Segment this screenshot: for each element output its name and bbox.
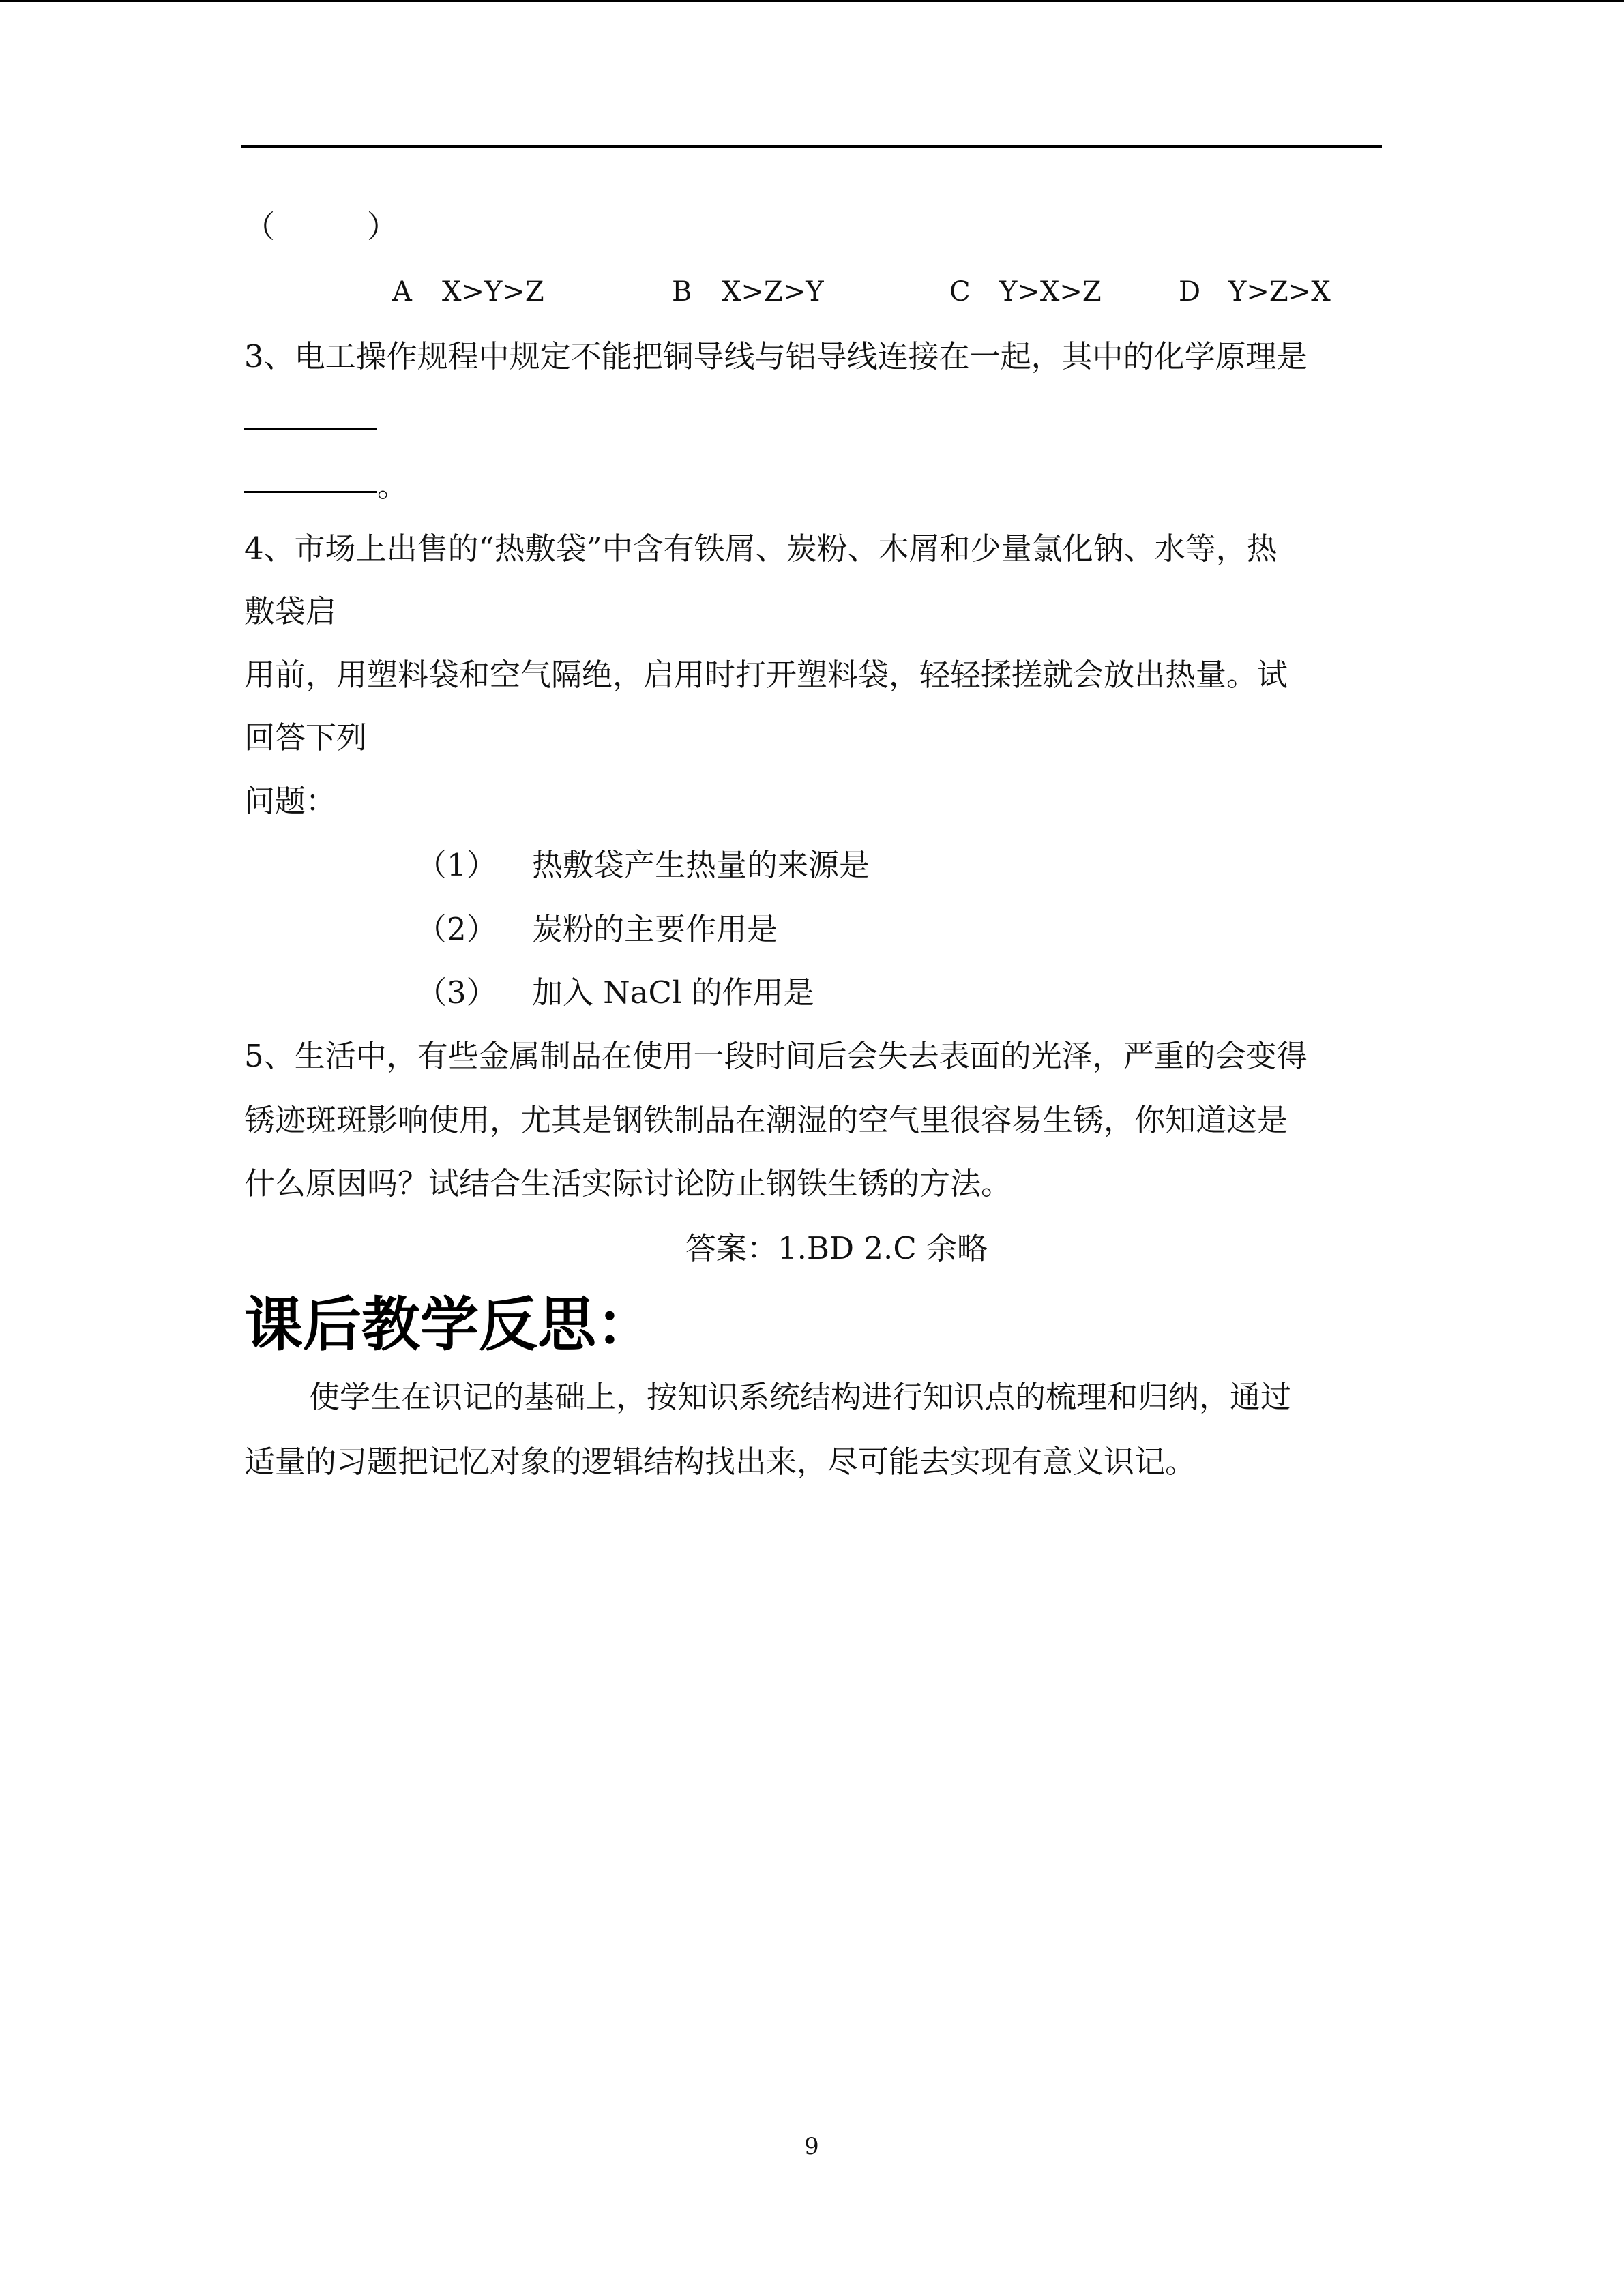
question3-answer-blank-1: [244, 428, 377, 430]
option-d-text: Y>Z>X: [1228, 276, 1331, 308]
question4-line-1: 4、市场上出售的“热敷袋”中含有铁屑、炭粉、木屑和少量氯化钠、水等，热: [244, 531, 1278, 567]
option-c-letter: C: [949, 276, 971, 308]
sub-question-3-text: 加入 NaCl 的作用是: [532, 974, 814, 1011]
reflection-heading: 课后教学反思：: [244, 1291, 655, 1359]
question3-answer-blank-2: [244, 491, 377, 493]
question2-bracket: （ ）: [244, 209, 398, 245]
sub-question-2-text: 炭粉的主要作用是: [532, 911, 778, 947]
sub-question-3-label: （3）: [416, 974, 497, 1011]
option-b-letter: B: [672, 276, 692, 308]
page-number: 9: [804, 2133, 819, 2160]
question4-line-5: 问题：: [244, 783, 337, 819]
question3-text: 3、电工操作规程中规定不能把铜导线与铝导线连接在一起，其中的化学原理是: [244, 338, 1308, 374]
question5-line-3: 什么原因吗？试结合生活实际讨论防止钢铁生锈的方法。: [244, 1165, 1012, 1202]
answer-key: 答案：1.BD 2.C 余略: [685, 1230, 988, 1266]
question5-line-1: 5、生活中，有些金属制品在使用一段时间后会失去表面的光泽，严重的会变得: [244, 1038, 1308, 1074]
reflection-line-1: 使学生在识记的基础上，按知识系统结构进行知识点的梳理和归纳，通过: [309, 1379, 1292, 1415]
option-b-text: X>Z>Y: [722, 276, 824, 308]
sub-question-1-label: （1）: [416, 847, 497, 883]
option-d-letter: D: [1179, 276, 1201, 308]
question5-line-2: 锈迹斑斑影响使用，尤其是钢铁制品在潮湿的空气里很容易生锈，你知道这是: [244, 1102, 1288, 1138]
sub-question-1-text: 热敷袋产生热量的来源是: [532, 847, 870, 883]
question4-line-4: 回答下列: [244, 719, 368, 756]
sub-question-2-label: （2）: [416, 911, 497, 947]
reflection-line-2: 适量的习题把记忆对象的逻辑结构找出来，尽可能去实现有意义识记。: [244, 1444, 1196, 1480]
option-a-text: X>Y>Z: [442, 276, 544, 308]
page-top-border: [0, 0, 1624, 2]
header-rule: [241, 145, 1382, 148]
option-c-text: Y>X>Z: [999, 276, 1102, 308]
question4-line-3: 用前，用塑料袋和空气隔绝，启用时打开塑料袋，轻轻揉搓就会放出热量。试: [244, 657, 1288, 693]
question4-line-2: 敷袋启: [244, 593, 337, 629]
option-a-letter: A: [392, 276, 412, 308]
question3-end-mark: 。: [377, 468, 409, 504]
